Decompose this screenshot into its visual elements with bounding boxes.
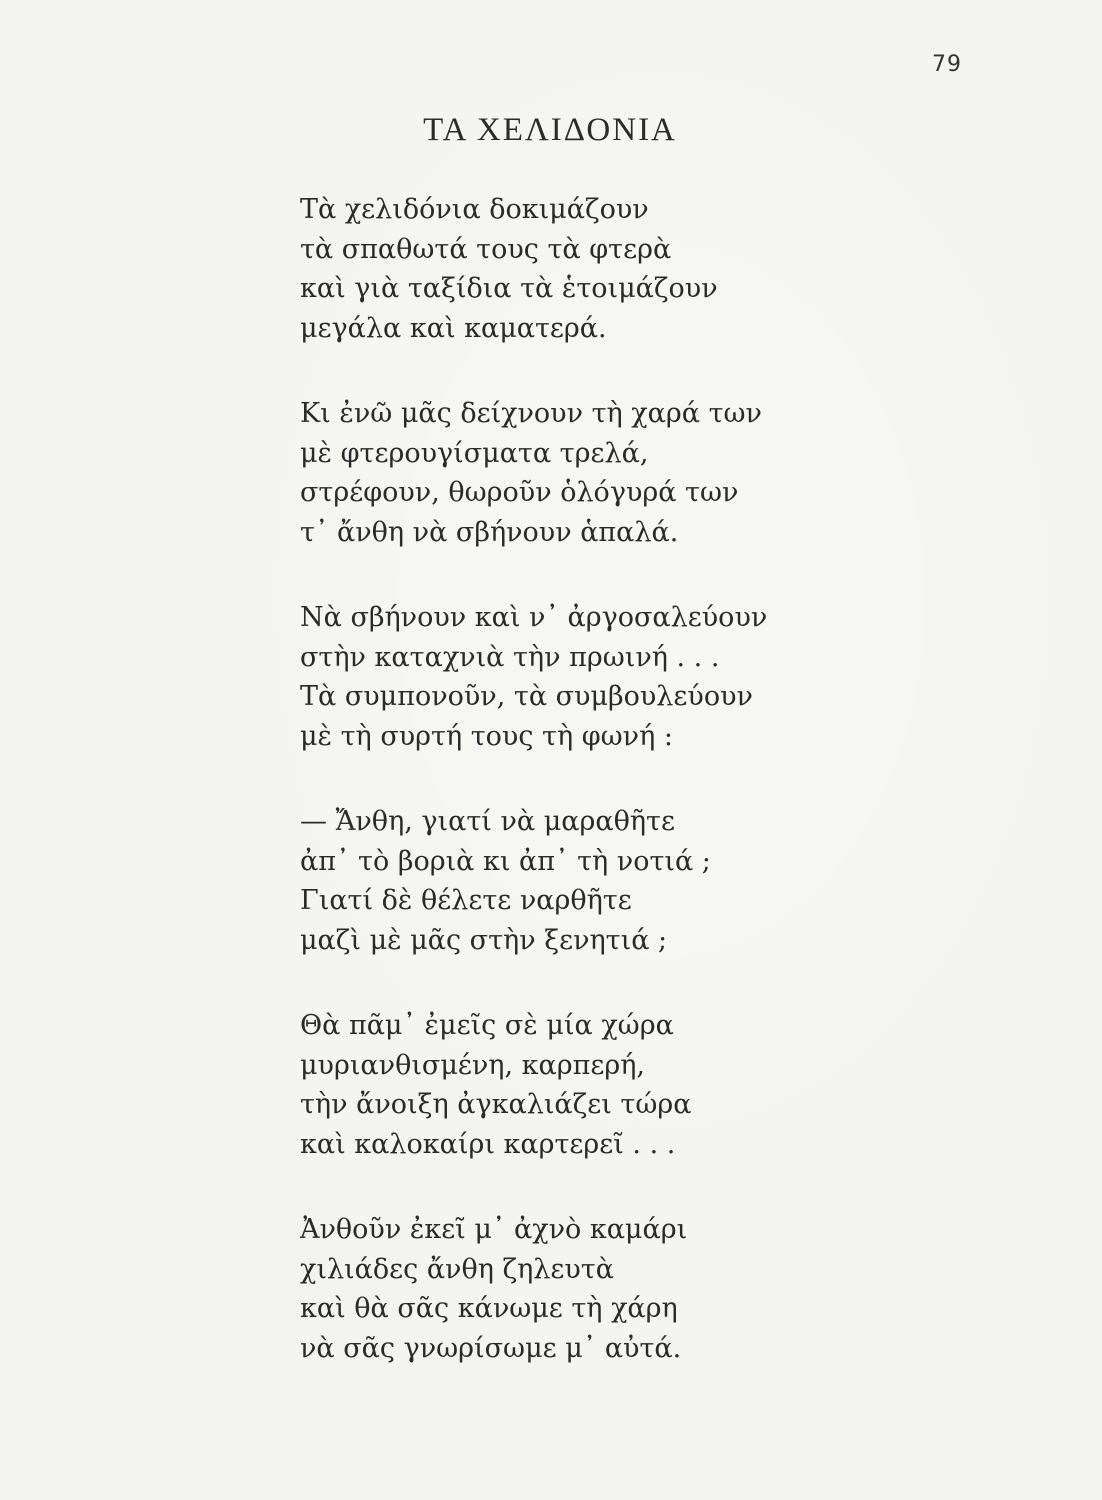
poem-line: καὶ θὰ σᾶς κάνωμε τὴ χάρη [300,1293,678,1324]
poem-line: καὶ γιὰ ταξίδια τὰ ἑτοιμάζουν [300,273,718,304]
poem-line: στὴν καταχνιὰ τὴν πρωινή . . . [300,641,720,673]
stanza-1 [300,190,860,348]
poem-line: χιλιάδες ἄνθη ζηλευτὰ [300,1253,614,1285]
stanza-3 [300,598,860,756]
poem-body [300,190,860,1414]
poem-line: μαζὶ μὲ μᾶς στὴν ξενητιά ; [300,924,668,956]
poem-line: — Ἄνθη, γιατί νὰ μαραθῆτε [300,806,675,837]
poem-line: τ᾿ ἄνθη νὰ σβήνουν ἁπαλά. [300,516,679,548]
poem-line: στρέφουν, θωροῦν ὁλόγυρά των [300,477,739,508]
poem-line: Τὰ συμπονοῦν, τὰ συμβουλεύουν [300,681,753,712]
poem-line: μυριανθισμένη, καρπερή, [300,1049,645,1081]
poem-line: τὰ σπαθωτά τους τὰ φτερὰ [300,233,672,265]
poem-line: μὲ τὴ συρτή τους τὴ φωνή : [300,720,673,752]
poem-line: Τὰ χελιδόνια δοκιμάζουν [300,194,649,225]
poem-line: νὰ σᾶς γνωρίσωμε μ᾿ αὐτά. [300,1332,682,1364]
stanza-6 [300,1210,860,1368]
poem-line: Κι ἐνῶ μᾶς δείχνουν τὴ χαρά των [300,398,762,429]
poem-line: Θὰ πᾶμ᾿ ἐμεῖς σὲ μία χώρα [300,1010,674,1041]
poem-line: Γιατί δὲ θέλετε ναρθῆτε [300,885,632,916]
poem-line: Ἀνθοῦν ἐκεῖ μ᾿ ἀχνὸ καμάρι [300,1214,688,1245]
poem-line: τὴν ἄνοιξη ἀγκαλιάζει τώρα [300,1089,692,1120]
stanza-4 [300,802,860,960]
stanza-2 [300,394,860,552]
poem-line: ἀπ᾿ τὸ βοριὰ κι ἀπ᾿ τὴ νοτιά ; [300,845,711,877]
poem-line: Νὰ σβήνουν καὶ ν᾿ ἀργοσαλεύουν [300,602,768,633]
poem-line: καὶ καλοκαίρι καρτερεῖ . . . [300,1128,676,1160]
poem-title: ΤΑ ΧΕΛΙΔΟΝΙΑ [423,112,677,148]
poem-line: μὲ φτερουγίσματα τρελά, [300,437,649,469]
poem-line: μεγάλα καὶ καματερά. [300,312,607,344]
page-number: 79 [932,52,962,77]
stanza-5 [300,1006,860,1164]
